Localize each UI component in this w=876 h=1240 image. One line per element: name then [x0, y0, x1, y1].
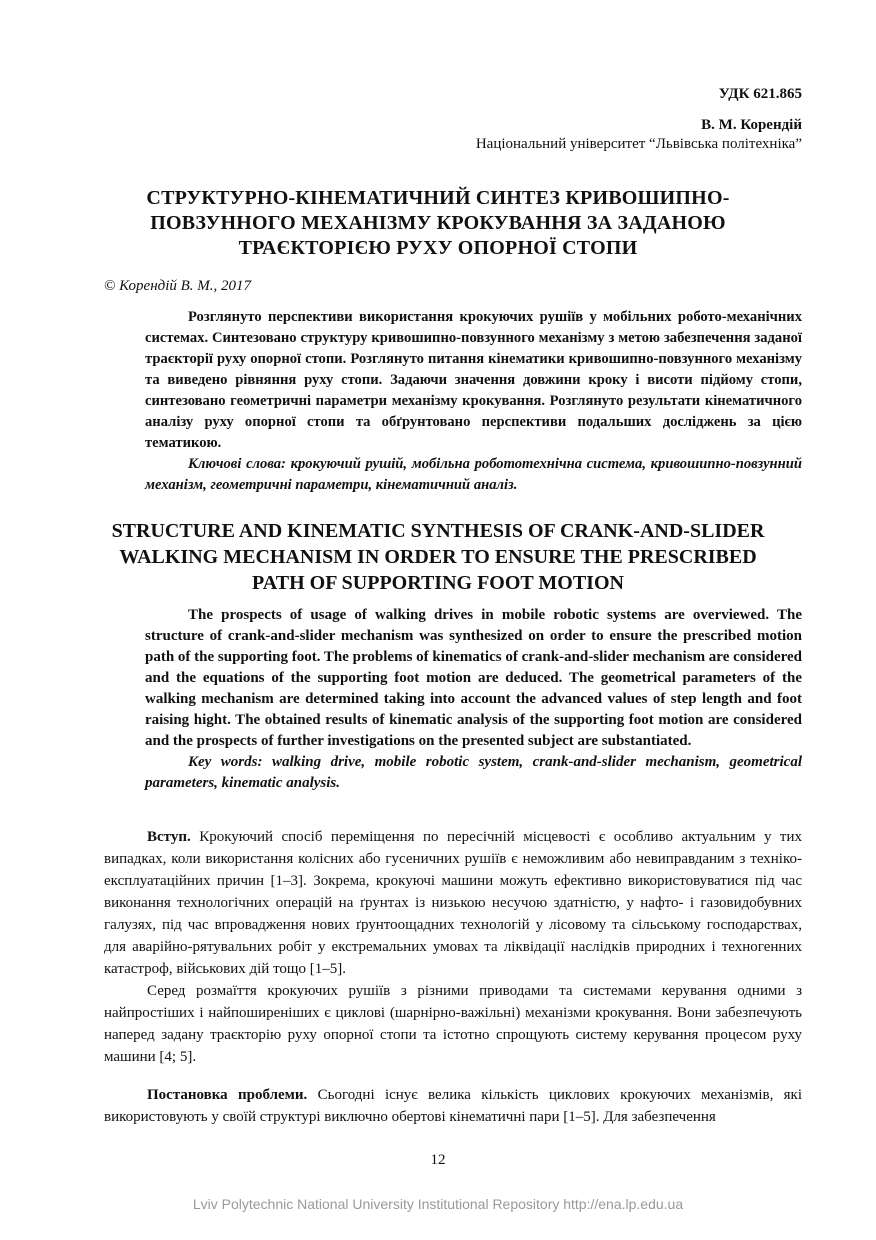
intro-paragraph-2: Серед розмаїття крокуючих рушіїв з різними приводами та системами керування одними з найпростіших і найпоширеніших є циклові (шарнірно-важільні) механізми крокування. Вони забезпечують наперед задану траєкторію руху опорної стопи та істотно спрощують систему керування процесом руху машини [4; 5].	[104, 983, 802, 1065]
problem-heading: Постановка проблеми.	[147, 1087, 308, 1103]
abstract-ukrainian	[145, 307, 802, 496]
section-introduction	[104, 826, 802, 1068]
title-ukrainian: СТРУКТУРНО-КІНЕМАТИЧНИЙ СИНТЕЗ КРИВОШИПНО-ПОВЗУННОГО МЕХАНІЗМУ КРОКУВАННЯ ЗА ЗАДАНОЮ ТРАЄКТОРІЄЮ РУХУ ОПОРНОЇ СТОПИ	[146, 187, 730, 259]
copyright-line: © Корендій В. М., 2017	[104, 278, 252, 294]
intro-heading: Вступ.	[147, 829, 191, 845]
udk-code: УДК 621.865	[718, 86, 802, 102]
keywords-ukrainian: Ключові слова: крокуючий рушій, мобільна робототехнічна система, кривошипно-повзунний механізм, геометричні параметри, кінематичний аналіз.	[145, 456, 802, 493]
author-affiliation: Національний університет “Львівська політехніка”	[475, 136, 802, 152]
abstract-english-text: The prospects of usage of walking drives in mobile robotic systems are overviewed. The structure of crank-and-slider mechanism was synthesized on order to ensure the prescribed motion path of the supporting foot. The problems of kinematics of crank-and-slider mechanism are considered and the equations of the supporting foot motion are deduced. The geometrical parameters of the walking mechanism are determined taking into account the advanced values of step length and foot raising hight. The obtained results of kinematic analysis of the supporting foot motion are considered and the prospects of further investigations on the presented subject are substantiated.	[145, 607, 802, 749]
title-english: STRUCTURE AND KINEMATIC SYNTHESIS OF CRANK-AND-SLIDER WALKING MECHANISM IN ORDER TO ENSURE THE PRESCRIBED PATH OF SUPPORTING FOOT MOTION	[111, 520, 765, 594]
abstract-english	[145, 605, 802, 794]
intro-paragraph-1	[104, 826, 802, 980]
problem-paragraph-1	[104, 1084, 802, 1128]
author-name: В. М. Корендій	[701, 117, 802, 133]
repository-footer: Lviv Polytechnic National University Institutional Repository http://ena.lp.edu.ua	[192, 1196, 684, 1212]
intro-text-1: Крокуючий спосіб переміщення по пересічній місцевості є особливо актуальним у тих випадках, коли використання колісних або гусеничних рушіїв є неможливим або невиправданим з техніко-експлуатаційних причин [1–3]. Зокрема, крокуючі машини можуть ефективно використовуватися під час виконання технологічних операцій на ґрунтах із низькою несучою здатністю, у нафто- і газовидобувних галузях, під час впровадження нових ґрунтоощадних технологій у лісовому та сільському господарствах, для аварійно-рятувальних робіт у екстремальних умовах та ліквідації наслідків природних і техногенних катастроф, військових дій тощо [1–5].	[104, 829, 803, 977]
abstract-ukrainian-text: Розглянуто перспективи використання крокуючих рушіїв у мобільних робото-механічних системах. Синтезовано структуру кривошипно-повзунного механізму з метою забезпечення заданої траєкторії руху опорної стопи. Розглянуто питання кінематики кривошипно-повзунного механізму та виведено рівняння руху стопи. Задаючи значення довжини кроку і висоти підйому стопи, синтезовано геометричні параметри механізму крокування. Розглянуто результати кінематичного аналізу руху опорної стопи та обґрунтовано перспективи подальших досліджень за цією тематикою.	[145, 309, 802, 451]
section-problem-statement	[104, 1084, 802, 1128]
keywords-english: Key words: walking drive, mobile robotic system, crank-and-slider mechanism, geometrical parameters, kinematic analysis.	[145, 754, 802, 791]
problem-text-1: Сьогодні існує велика кількість циклових крокуючих механізмів, які використовують у своїй структурі виключно обертові кінематичні пари [1–5]. Для забезпечення	[104, 1087, 803, 1125]
page-number: 12	[430, 1152, 446, 1168]
